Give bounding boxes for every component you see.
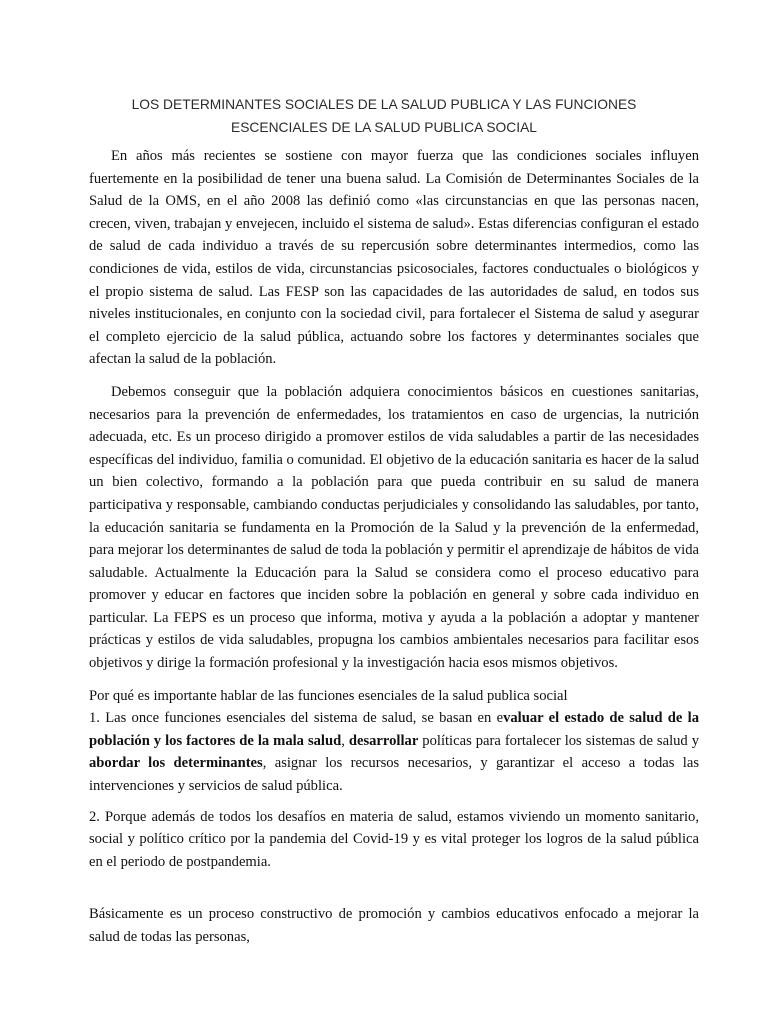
document-title bbox=[90, 93, 678, 139]
point-1-prefix: 1. Las once funciones esenciales del sistema de salud, se basan en e bbox=[89, 710, 504, 727]
point-1-middle: políticas para fortalecer los sistemas de salud y bbox=[418, 732, 699, 749]
paragraph-determinantes: En años más recientes se sostiene con mayor fuerza que las condiciones sociales influyen fuertemente en la posibilidad de tener una buena salud. La Comisión de Determinantes Sociales de la Salud de la OMS, en el año 2008 las definió como «las circunstancias en que las personas nacen, crecen, viven, trabajan y envejecen, incluido el sistema de salud». Estas diferencias configuran el estado de salud de cada individuo a través de su repercusión sobre determinantes intermedios, como las condiciones de vida, estilos de vida, circunstancias psicosociales, factores conductuales o biológicos y el propio sistema de salud. Las FESP son las capacidades de las autoridades de salud, en todos sus niveles institucionales, en conjunto con la sociedad civil, para fortalecer el Sistema de salud y asegurar el completo ejercicio de la salud pública, actuando sobre los factores y determinantes sociales que afectan la salud de la población. bbox=[89, 148, 699, 368]
point-2: 2. Porque además de todos los desafíos en materia de salud, estamos viviendo un momento sanitario, social y político crítico por la pandemia del Covid-19 y es vital proteger los logros de la salud pública en el periodo de postpandemia. bbox=[89, 808, 699, 870]
paragraph-educacion-sanitaria: Debemos conseguir que la población adquiera conocimientos básicos en cuestiones sanitarias, necesarios para la prevención de enfermedades, los tratamientos en caso de urgencias, la nutrición adecuada, etc. Es un proceso dirigido a promover estilos de vida saludables a partir de las necesidades específicas del individuo, familia o comunidad. El objetivo de la educación sanitaria es hacer de la salud un bien colectivo, formando a la población para que pueda contribuir en su salud de manera participativa y responsable, cambiando conductas perjudiciales y consolidando las saludables, por tanto, la educación sanitaria se fundamenta en la Promoción de la Salud y la prevención de la enfermedad, para mejorar los determinantes de salud de toda la población y permitir el aprendizaje de hábitos de vida saludable. Actualmente la Educación para la Salud se considera como el proceso educativo para promover y educar en factores que inciden sobre la población en general y sobre cada individuo en particular. La FEPS es un proceso que informa, motiva y ayuda a la población a adoptar y mantener prácticas y estilos de vida saludables, propugna los cambios ambientales necesarios para facilitar esos objetivos y dirige la formación profesional y la investigación hacia esos mismos objetivos. bbox=[89, 383, 699, 672]
title-line-1: LOS DETERMINANTES SOCIALES DE LA SALUD PUBLICA Y LAS FUNCIONES bbox=[131, 97, 637, 112]
point-1-separator: , bbox=[341, 732, 349, 749]
point-1-suffix: , asignar los recursos necesarios, y garantizar el acceso a todas las intervenciones y servicios de salud pública. bbox=[89, 755, 699, 795]
closing-paragraph: Básicamente es un proceso constructivo de promoción y cambios educativos enfocado a mejorar la salud de todas las personas, bbox=[89, 906, 699, 945]
document-body bbox=[89, 145, 699, 949]
point-1 bbox=[89, 707, 699, 797]
question-line: Por qué es importante hablar de las funciones esenciales de la salud publica social bbox=[89, 687, 568, 704]
point-1-bold-abordar: abordar los determinantes bbox=[89, 755, 263, 772]
point-1-bold-evaluar: valuar el estado de salud de la población y los factores de la mala salud bbox=[89, 710, 699, 749]
title-line-2: ESCENCIALES DE LA SALUD PUBLICA SOCIAL bbox=[231, 120, 537, 135]
point-1-bold-desarrollar: desarrollar bbox=[348, 732, 419, 749]
